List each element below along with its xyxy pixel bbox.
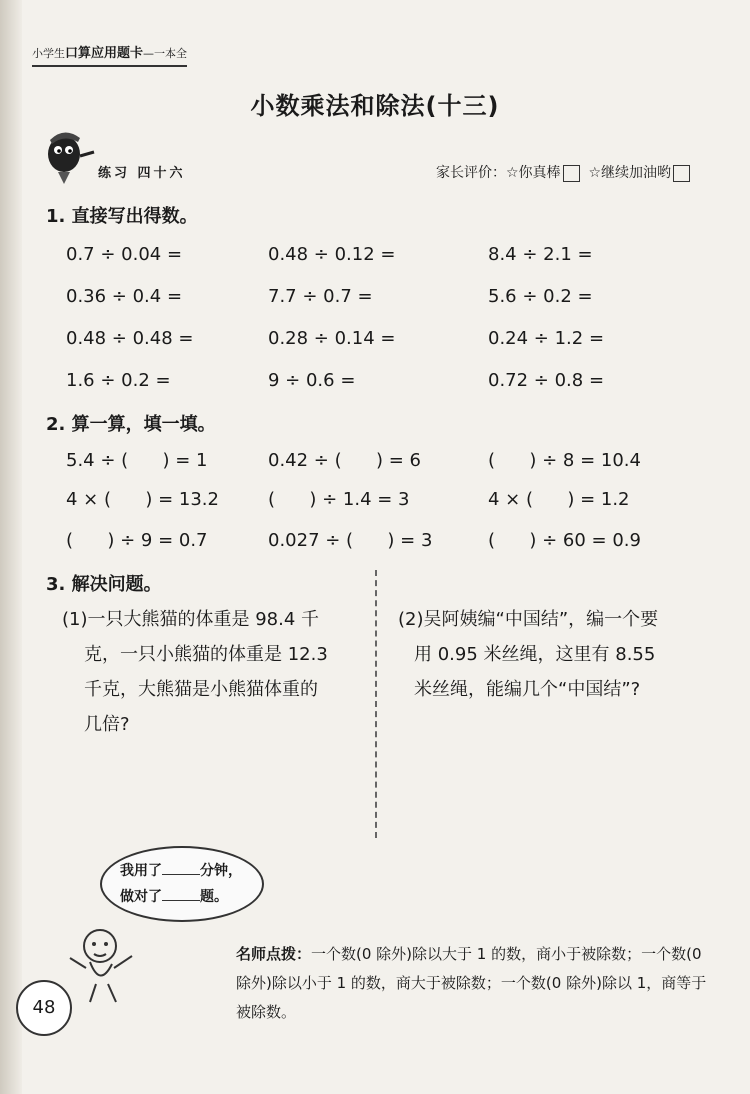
page-edge xyxy=(0,0,22,1094)
problem-2-line-2: 用 0.95 米丝绳，这里有 8.55 xyxy=(414,644,656,665)
s1-r3-c2: 0.28 ÷ 0.14 = xyxy=(268,328,396,349)
problem-1-line-1: (1)一只大熊猫的体重是 98.4 千 xyxy=(62,609,320,630)
s1-r2-c3: 5.6 ÷ 0.2 = xyxy=(488,286,593,307)
page-number: 48 xyxy=(16,980,72,1036)
monkey-cartoon-icon xyxy=(60,918,150,1008)
parent-evaluation xyxy=(436,162,690,182)
series-name: 口算应用题卡 xyxy=(65,46,144,61)
s2-r2-c1: 4 × ( ) = 13.2 xyxy=(66,489,219,510)
timer-correct-label: 做对了 xyxy=(120,889,162,905)
problem-2-line-3: 米丝绳，能编几个“中国结”? xyxy=(414,679,641,700)
problem-2-line-1: (2)吴阿姨编“中国结”，编一个要 xyxy=(398,609,659,630)
teacher-tip xyxy=(236,940,716,1027)
evaluation-option-keep-going: ☆继续加油哟 xyxy=(588,165,672,181)
section2-heading: 2. 算一算，填一填。 xyxy=(46,414,216,435)
problem-1-line-2: 克，一只小熊猫的体重是 12.3 xyxy=(84,644,328,665)
column-divider xyxy=(375,570,377,838)
s1-r1-c1: 0.7 ÷ 0.04 = xyxy=(66,244,183,265)
s2-r3-c2: 0.027 ÷ ( ) = 3 xyxy=(268,530,433,551)
problem-1 xyxy=(62,602,362,742)
s1-r1-c3: 8.4 ÷ 2.1 = xyxy=(488,244,593,265)
s2-r3-c1: ( ) ÷ 9 = 0.7 xyxy=(66,530,208,551)
problem-1-line-4: 几倍? xyxy=(84,714,130,735)
timer-minutes-label: 分钟， xyxy=(200,863,242,879)
s2-r1-c3: ( ) ÷ 8 = 10.4 xyxy=(488,450,641,471)
tip-label: 名师点拨： xyxy=(236,945,312,963)
timer-bubble xyxy=(100,846,264,922)
s1-r4-c1: 1.6 ÷ 0.2 = xyxy=(66,370,171,391)
section1-heading: 1. 直接写出得数。 xyxy=(46,206,198,227)
s1-r4-c3: 0.72 ÷ 0.8 = xyxy=(488,370,605,391)
timer-used-label: 我用了 xyxy=(120,863,162,879)
tip-text: 一个数(0 除外)除以大于 1 的数，商小于被除数；一个数(0 除外)除以小于 1 的数，商大于被除数；一个数(0 除外)除以 1，商等于被除数。 xyxy=(236,945,707,1021)
s1-r1-c2: 0.48 ÷ 0.12 = xyxy=(268,244,396,265)
practice-label: 练习 四十六 xyxy=(98,166,186,181)
s1-r2-c1: 0.36 ÷ 0.4 = xyxy=(66,286,183,307)
s2-r1-c1: 5.4 ÷ ( ) = 1 xyxy=(66,450,208,471)
evaluation-label: 家长评价： xyxy=(436,165,506,181)
s1-r3-c1: 0.48 ÷ 0.48 = xyxy=(66,328,194,349)
s2-r3-c3: ( ) ÷ 60 = 0.9 xyxy=(488,530,641,551)
page-title: 小数乘法和除法(十三) xyxy=(250,92,500,120)
minutes-blank[interactable] xyxy=(162,874,200,875)
timer-questions-label: 题。 xyxy=(200,889,228,905)
s1-r3-c3: 0.24 ÷ 1.2 = xyxy=(488,328,605,349)
keep-going-checkbox[interactable] xyxy=(673,165,690,182)
series-header: 小学生口算应用题卡—一本全 xyxy=(32,42,187,67)
series-prefix: 小学生 xyxy=(32,47,65,60)
section3-heading: 3. 解决问题。 xyxy=(46,574,162,595)
s2-r2-c2: ( ) ÷ 1.4 = 3 xyxy=(268,489,410,510)
problem-1-line-3: 千克，大熊猫是小熊猫体重的 xyxy=(84,679,318,700)
problem-2 xyxy=(398,602,718,707)
correct-count-blank[interactable] xyxy=(162,900,200,901)
pencil-mascot-icon xyxy=(42,128,98,186)
s2-r2-c3: 4 × ( ) = 1.2 xyxy=(488,489,630,510)
s1-r2-c2: 7.7 ÷ 0.7 = xyxy=(268,286,373,307)
s2-r1-c2: 0.42 ÷ ( ) = 6 xyxy=(268,450,421,471)
series-suffix: 一本全 xyxy=(154,47,188,60)
s1-r4-c2: 9 ÷ 0.6 = xyxy=(268,370,356,391)
evaluation-option-great: ☆你真棒 xyxy=(506,165,561,181)
great-checkbox[interactable] xyxy=(563,165,580,182)
